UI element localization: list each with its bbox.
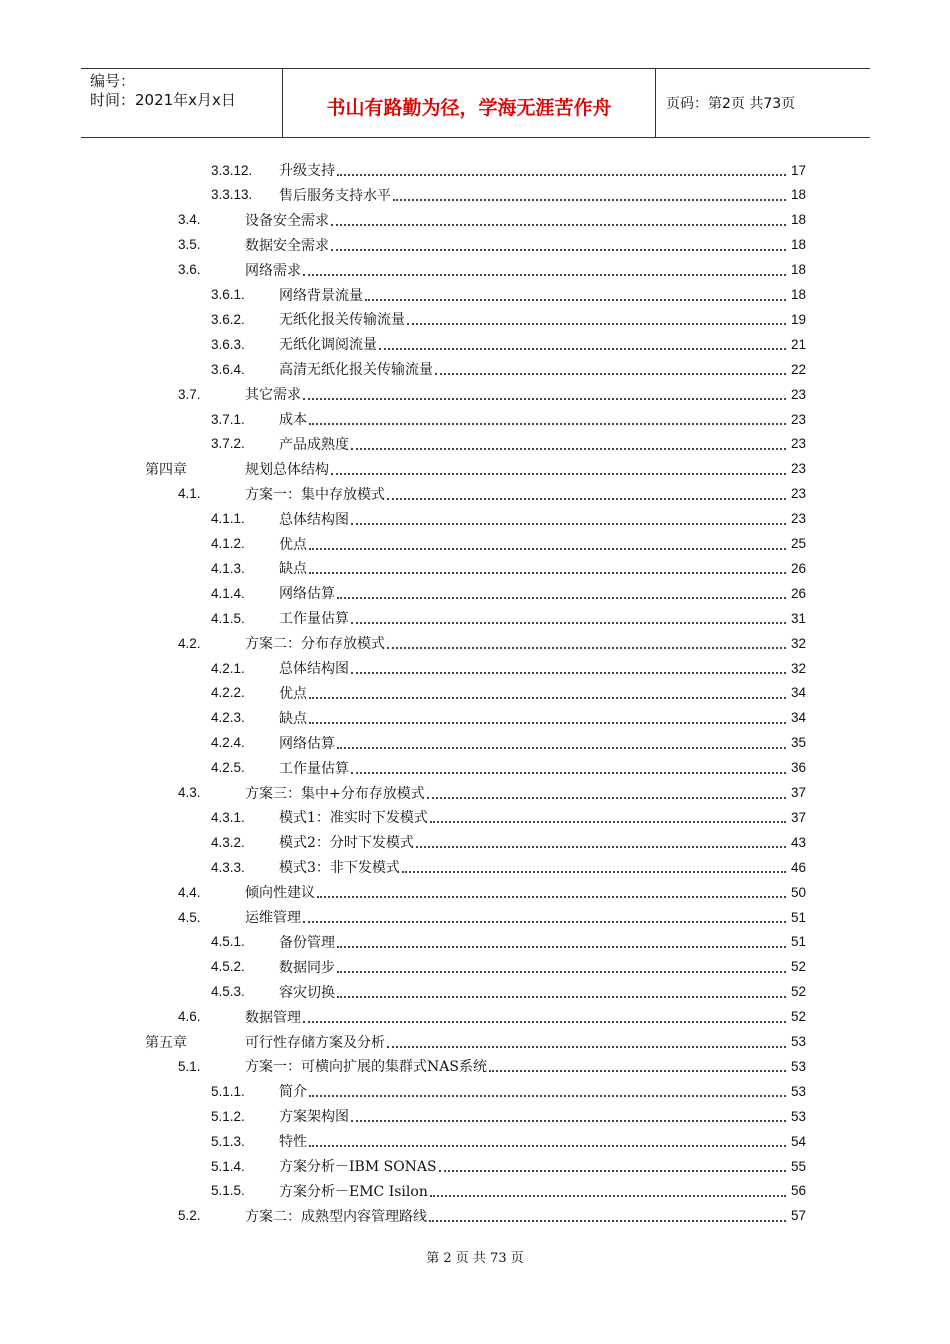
dot-leader — [309, 423, 786, 425]
toc-entry-number: 4.5.3. — [211, 984, 245, 1000]
toc-entry-page: 23 — [790, 436, 806, 452]
toc-entry[interactable] — [0, 881, 950, 903]
toc-entry[interactable] — [0, 1080, 950, 1102]
toc-entry[interactable] — [0, 184, 950, 206]
toc-entry[interactable] — [0, 209, 950, 231]
toc-entry-number: 4.4. — [178, 884, 201, 900]
header-page-info: 页码：第2页 共73页 — [666, 96, 796, 112]
dot-leader — [430, 1195, 786, 1197]
toc-entry-page: 37 — [790, 785, 806, 800]
toc-entry-number: 3.6.1. — [211, 287, 245, 302]
toc-entry-page: 32 — [790, 635, 806, 651]
toc-entry-title: 高清无纸化报关传输流量 — [279, 362, 433, 379]
toc-entry-page: 54 — [790, 1133, 806, 1149]
dot-leader — [351, 672, 786, 674]
toc-entry[interactable] — [0, 458, 950, 480]
toc-entry-number: 4.2.4. — [211, 735, 245, 751]
toc-entry-title: 方案分析－EMC Isilon — [279, 1183, 428, 1200]
toc-entry[interactable] — [0, 657, 950, 679]
toc-entry-number: 3.7.2. — [211, 436, 245, 452]
toc-entry-page: 18 — [790, 237, 806, 253]
dot-leader — [351, 622, 786, 624]
toc-entry-page: 52 — [790, 959, 806, 975]
toc-entry-title: 模式1：准实时下发模式 — [279, 810, 428, 827]
dot-leader — [365, 299, 786, 301]
toc-entry-title: 无纸化报关传输流量 — [279, 312, 405, 329]
toc-entry-title: 网络背景流量 — [279, 287, 363, 304]
toc-entry-title: 方案二：成熟型内容管理路线 — [245, 1208, 427, 1225]
toc-entry-number: 4.1.2. — [211, 536, 245, 551]
toc-entry-title: 数据管理 — [245, 1009, 301, 1026]
toc-entry-title: 优点 — [279, 685, 307, 702]
dot-leader — [317, 896, 786, 898]
toc-entry-page: 36 — [790, 760, 806, 776]
toc-entry-page: 32 — [790, 660, 806, 676]
toc-entry-title: 售后服务支持水平 — [279, 187, 391, 204]
dot-leader — [379, 348, 786, 350]
toc-entry-number: 3.7.1. — [211, 411, 245, 427]
toc-entry-number: 4.5. — [178, 909, 201, 925]
toc-entry-number: 4.1.4. — [211, 585, 245, 601]
toc-entry[interactable] — [0, 1031, 950, 1053]
toc-entry-title: 无纸化调阅流量 — [279, 337, 377, 354]
toc-entry-number: 4.2.3. — [211, 710, 245, 726]
toc-entry[interactable] — [0, 1205, 950, 1227]
toc-entry-title: 总体结构图 — [279, 511, 349, 528]
toc-entry-title: 容灾切换 — [279, 984, 335, 1001]
toc-entry-page: 53 — [790, 1108, 806, 1124]
toc-entry-number: 4.1.1. — [211, 511, 245, 527]
toc-entry[interactable] — [0, 1130, 950, 1152]
toc-entry[interactable] — [0, 1155, 950, 1177]
dot-leader — [303, 921, 786, 923]
dot-leader — [309, 1145, 786, 1147]
toc-entry[interactable] — [0, 582, 950, 604]
toc-entry-page: 19 — [790, 311, 806, 327]
dot-leader — [430, 821, 786, 823]
toc-entry[interactable] — [0, 483, 950, 505]
toc-entry-number: 5.1. — [178, 1058, 201, 1074]
dot-leader — [416, 846, 786, 848]
toc-entry-page: 26 — [790, 585, 806, 601]
toc-entry-title: 运维管理 — [245, 910, 301, 926]
dot-leader — [351, 523, 786, 525]
dot-leader — [337, 597, 786, 599]
toc-entry-number: 3.6.3. — [211, 336, 245, 352]
toc-entry-page: 53 — [790, 1058, 806, 1074]
toc-entry-number: 3.3.12. — [211, 162, 253, 178]
toc-entry[interactable] — [0, 981, 950, 1003]
toc-entry-number: 3.5. — [178, 237, 201, 253]
dot-leader — [337, 996, 786, 998]
toc-entry-page: 46 — [790, 859, 806, 875]
toc-entry-title: 缺点 — [279, 561, 307, 578]
toc-entry-page: 23 — [790, 411, 806, 427]
toc-entry-title: 方案分析－IBM SONAS — [279, 1159, 437, 1175]
toc-entry-title: 工作量估算 — [279, 760, 349, 777]
toc-entry-number: 4.3.1. — [211, 809, 245, 825]
toc-entry[interactable] — [0, 308, 950, 330]
toc-entry-page: 50 — [790, 884, 806, 900]
toc-entry-number: 5.1.5. — [211, 1183, 245, 1199]
toc-entry-number: 3.7. — [178, 386, 201, 402]
toc-entry-page: 56 — [790, 1183, 806, 1199]
toc-entry-number: 5.1.2. — [211, 1108, 245, 1124]
page-header — [81, 68, 870, 138]
toc-entry-number: 4.6. — [178, 1009, 201, 1025]
dot-leader — [387, 1046, 786, 1048]
dot-leader — [427, 797, 786, 799]
dot-leader — [387, 498, 786, 500]
toc-entry-title: 方案架构图 — [279, 1109, 349, 1126]
dot-leader — [351, 448, 786, 450]
toc-entry-number: 5.1.4. — [211, 1158, 245, 1174]
toc-entry-number: 3.3.13. — [211, 187, 253, 203]
toc-entry[interactable] — [0, 159, 950, 181]
toc-entry-number: 4.3. — [178, 785, 201, 800]
dot-leader — [402, 871, 786, 873]
toc-entry-title: 其它需求 — [245, 387, 301, 404]
toc-entry[interactable] — [0, 806, 950, 828]
toc-entry-title: 优点 — [279, 536, 307, 553]
toc-entry[interactable] — [0, 632, 950, 654]
dot-leader — [303, 398, 786, 400]
toc-entry-page: 23 — [790, 511, 806, 527]
toc-entry-page: 18 — [790, 287, 806, 302]
toc-entry-number: 第五章 — [145, 1034, 187, 1051]
toc-entry-page: 55 — [790, 1158, 806, 1174]
toc-entry-title: 特性 — [279, 1134, 307, 1151]
toc-entry-number: 4.1. — [178, 486, 201, 502]
dot-leader — [337, 946, 786, 948]
toc-entry[interactable] — [0, 358, 950, 380]
toc-entry-number: 5.2. — [178, 1208, 201, 1224]
toc-entry-number: 4.2.5. — [211, 760, 245, 776]
toc-entry-number: 4.5.1. — [211, 934, 245, 950]
toc-entry-title: 方案三：集中+分布存放模式 — [245, 785, 425, 802]
dot-leader — [387, 647, 786, 649]
toc-entry-title: 数据同步 — [279, 959, 335, 976]
toc-entry[interactable] — [0, 856, 950, 878]
dot-leader — [337, 747, 786, 749]
toc-entry[interactable] — [0, 284, 950, 306]
toc-entry-page: 17 — [790, 162, 806, 178]
toc-entry[interactable] — [0, 782, 950, 804]
toc-entry[interactable] — [0, 757, 950, 779]
toc-entry-number: 4.1.5. — [211, 610, 245, 626]
toc-entry-title: 可行性存储方案及分析 — [245, 1034, 385, 1051]
toc-entry-title: 缺点 — [279, 710, 307, 727]
header-motto-cell — [283, 69, 656, 137]
toc-entry-title: 升级支持 — [279, 163, 335, 179]
toc-entry-page: 34 — [790, 710, 806, 726]
toc-entry-title: 设备安全需求 — [245, 212, 329, 229]
toc-entry[interactable] — [0, 906, 950, 928]
dot-leader — [331, 224, 786, 226]
toc-entry-title: 产品成熟度 — [279, 436, 349, 453]
toc-entry[interactable] — [0, 682, 950, 704]
toc-entry-title: 倾向性建议 — [245, 885, 315, 902]
toc-entry[interactable] — [0, 831, 950, 853]
toc-entry-title: 网络估算 — [279, 735, 335, 752]
toc-entry-title: 总体结构图 — [279, 661, 349, 677]
dot-leader — [435, 373, 786, 375]
toc-entry[interactable] — [0, 333, 950, 355]
dot-leader — [337, 971, 786, 973]
toc-entry[interactable] — [0, 557, 950, 579]
toc-entry-title: 模式2：分时下发模式 — [279, 835, 414, 852]
toc-entry[interactable] — [0, 1055, 950, 1077]
dot-leader — [337, 174, 786, 176]
toc-entry-page: 34 — [790, 685, 806, 701]
dot-leader — [393, 199, 786, 201]
toc-entry-title: 网络需求 — [245, 262, 301, 279]
toc-entry-title: 方案一：集中存放模式 — [245, 486, 385, 503]
toc-entry-title: 工作量估算 — [279, 611, 349, 628]
toc-entry[interactable] — [0, 1105, 950, 1127]
toc-entry[interactable] — [0, 533, 950, 555]
dot-leader — [309, 697, 786, 699]
toc-entry[interactable] — [0, 732, 950, 754]
toc-entry-title: 方案一：可横向扩展的集群式NAS系统 — [245, 1059, 487, 1076]
dot-leader — [439, 1170, 786, 1172]
toc-entry[interactable] — [0, 956, 950, 978]
page-footer: 第 2 页 共 73 页 — [426, 1251, 524, 1266]
toc-entry-page: 53 — [790, 1034, 806, 1049]
toc-entry-number: 4.2.1. — [211, 660, 245, 676]
document-date: 时间：2021年x月x日 — [90, 91, 236, 109]
toc-entry-page: 26 — [790, 560, 806, 576]
toc-entry-title: 规划总体结构 — [245, 461, 329, 478]
dot-leader — [309, 572, 786, 574]
toc-entry-title: 备份管理 — [279, 934, 335, 951]
header-motto: 书山有路勤为径，学海无涯苦作舟 — [326, 96, 612, 119]
toc-entry-page: 18 — [790, 262, 806, 278]
toc-entry-page: 52 — [790, 1009, 806, 1025]
toc-entry-title: 成本 — [279, 412, 307, 428]
toc-entry-page: 43 — [790, 834, 806, 850]
toc-entry-number: 4.2.2. — [211, 685, 245, 701]
dot-leader — [489, 1070, 786, 1072]
toc-entry-page: 37 — [790, 809, 806, 825]
toc-entry-number: 4.3.3. — [211, 859, 245, 875]
toc-entry-page: 35 — [790, 735, 806, 751]
dot-leader — [407, 323, 786, 325]
toc-entry-number: 4.2. — [178, 635, 201, 651]
toc-entry-page: 23 — [790, 486, 806, 502]
toc-entry[interactable] — [0, 508, 950, 530]
toc-entry-title: 简介 — [279, 1084, 307, 1101]
dot-leader — [351, 1120, 786, 1122]
dot-leader — [309, 722, 786, 724]
toc-entry-page: 52 — [790, 984, 806, 1000]
toc-entry[interactable] — [0, 707, 950, 729]
toc-entry[interactable] — [0, 931, 950, 953]
toc-entry-page: 51 — [790, 934, 806, 950]
dot-leader — [303, 1021, 786, 1023]
toc-entry[interactable] — [0, 607, 950, 629]
toc-entry-title: 数据安全需求 — [245, 237, 329, 254]
toc-entry-number: 4.1.3. — [211, 560, 245, 576]
toc-entry-number: 3.4. — [178, 212, 201, 228]
toc-entry[interactable] — [0, 383, 950, 405]
dot-leader — [331, 473, 786, 475]
dot-leader — [429, 1220, 786, 1222]
toc-entry[interactable] — [0, 408, 950, 430]
toc-entry-number: 3.6.2. — [211, 311, 245, 327]
toc-entry-number: 4.3.2. — [211, 834, 245, 850]
toc-entry-page: 18 — [790, 212, 806, 228]
toc-entry-number: 3.6.4. — [211, 361, 245, 377]
toc-entry-title: 方案二：分布存放模式 — [245, 636, 385, 653]
toc-entry-page: 25 — [790, 536, 806, 551]
toc-entry-page: 51 — [790, 909, 806, 925]
toc-entry-number: 3.6. — [178, 262, 201, 278]
dot-leader — [303, 274, 786, 276]
dot-leader — [351, 772, 786, 774]
toc-entry[interactable] — [0, 259, 950, 281]
toc-entry[interactable] — [0, 234, 950, 256]
toc-entry-page: 53 — [790, 1083, 806, 1099]
toc-entry-page: 23 — [790, 386, 806, 402]
dot-leader — [331, 249, 786, 251]
toc-entry-title: 网络估算 — [279, 586, 335, 603]
document-number-label: 编号： — [90, 72, 136, 90]
toc-entry-page: 21 — [790, 336, 806, 352]
toc-entry-number: 第四章 — [145, 461, 187, 478]
dot-leader — [309, 548, 786, 550]
toc-entry[interactable] — [0, 433, 950, 455]
toc-entry-number: 5.1.3. — [211, 1133, 245, 1149]
toc-entry[interactable] — [0, 1006, 950, 1028]
toc-entry-number: 4.5.2. — [211, 959, 245, 975]
toc-entry-page: 22 — [790, 361, 806, 377]
toc-entry[interactable] — [0, 1180, 950, 1202]
toc-entry-page: 23 — [790, 461, 806, 477]
dot-leader — [309, 1095, 786, 1097]
toc-entry-number: 5.1.1. — [211, 1083, 245, 1099]
header-meta — [81, 69, 283, 137]
toc-entry-page: 31 — [790, 610, 806, 626]
toc-entry-page: 57 — [790, 1208, 806, 1224]
toc-entry-page: 18 — [790, 187, 806, 203]
toc-entry-title: 模式3：非下发模式 — [279, 860, 400, 877]
